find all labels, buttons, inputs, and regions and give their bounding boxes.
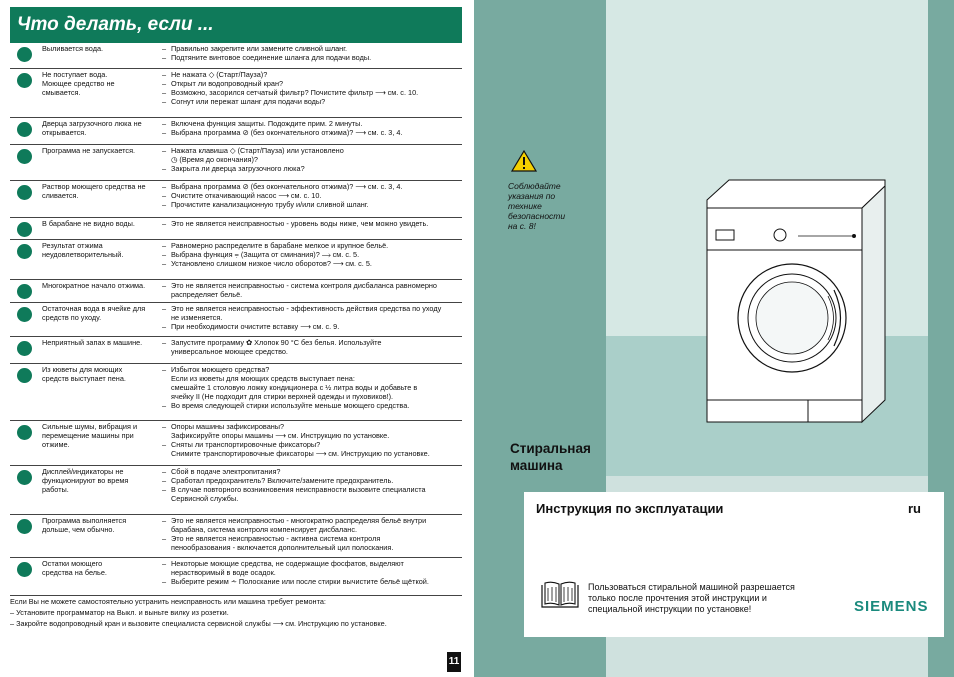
solution-line-text: Это не является неисправностью - уровень воды ниже, чем можно увидеть. [171,219,429,228]
solution-line-text: Открыт ли водопроводный кран? [171,79,284,88]
notice-line: Пользоваться стиральной машиной разрешается [588,582,795,592]
dash-marker: – [162,365,167,374]
solution-line-text: Сбой в подаче электропитания? [171,467,281,476]
solution-line [162,543,462,552]
product-title-line: Стиральная [510,441,591,456]
solution-line-text: При необходимости очистите вставку ⟶ см. с. 9. [171,322,340,331]
problem-text [42,119,160,137]
solution-text [162,559,462,586]
usage-notice [588,582,828,615]
solution-line [162,44,462,53]
solution-line [162,70,462,79]
solution-line-text: Прочистите канализационную трубу и/или сливной шланг. [171,200,369,209]
solution-line [162,365,462,374]
solution-line [162,119,462,128]
warning-line: Соблюдайте [508,181,561,191]
dash-marker: – [162,88,167,97]
warning-text [508,181,578,231]
dash-marker: – [162,97,167,106]
bullet-dot-icon [17,185,32,200]
solution-line [162,219,462,228]
section-header [10,7,462,43]
book-icon [540,581,580,609]
dash-marker: – [162,53,167,62]
washing-machine-illustration [702,178,887,438]
problem-text [42,241,160,259]
solution-text [162,422,462,458]
dash-marker: – [162,164,167,173]
solution-text [162,146,462,173]
solution-line-text: Сработал предохранитель? Включите/замените предохранитель. [171,476,394,485]
solution-line [162,449,462,458]
solution-line-text: Некоторые моющие средства, не содержащие фосфатов, выделяют [171,559,404,568]
left-page [0,0,466,677]
solution-text [162,119,462,137]
table-row [10,280,462,303]
bullet-dot-icon [17,519,32,534]
dash-marker: – [162,467,167,476]
solution-line [162,383,462,392]
problem-line: открывается. [42,128,87,137]
problem-text [42,422,160,449]
page-number: 11 [447,652,461,672]
solution-line [162,431,462,440]
bullet-dot-icon [17,368,32,383]
notice-line: только после прочтения этой инструкции и [588,593,767,603]
dash-marker: – [162,476,167,485]
dash-marker: – [162,485,167,494]
solution-line-text: Выбрана функция ⩦ (Защита от сминания)? ⟶ см. с. 5. [171,250,360,259]
solution-line [162,241,462,250]
problem-line: Программа выполняется [42,516,127,525]
problem-line: Программа не запускается. [42,146,136,155]
dash-marker: – [162,338,167,347]
table-row [10,303,462,337]
warning-triangle-icon [511,150,537,172]
problem-line: В барабане не видно воды. [42,219,135,228]
solution-line [162,290,462,299]
solution-line-text: Подтяните винтовое соединение шланга для подачи воды. [171,53,372,62]
dash-marker: – [162,70,167,79]
solution-line [162,164,462,173]
solution-line [162,467,462,476]
solution-line [162,534,462,543]
solution-line [162,494,462,503]
dash-marker: – [162,191,167,200]
product-title [510,440,591,474]
solution-line-text: распределяет бельё. [171,290,243,299]
problem-line: функционируют во время [42,476,129,485]
problem-line: Остаточная вода в ячейке для [42,304,146,313]
problem-text [42,281,160,290]
solution-line-text: Зафиксируйте опоры машины ⟶ см. Инструкцию по установке. [171,431,390,440]
footer-note [10,596,462,629]
table-row [10,515,462,558]
solution-line [162,338,462,347]
solution-line-text: Выберите режим ⩪ Полоскание или после стирки вычистите бельё щёткой. [171,577,429,586]
footer-line: – Установите программатор на Выкл. и выньте вилку из розетки. [10,608,229,617]
solution-line-text: Выбрана программа ⊘ (без окончательного отжима)? ⟶ см. с. 3, 4. [171,128,403,137]
solution-line [162,485,462,494]
problem-line: Моющее средство не [42,79,115,88]
warning-line: указания по [508,191,556,201]
table-row [10,145,462,181]
problem-line: смывается. [42,88,81,97]
dash-marker: – [162,577,167,586]
solution-text [162,70,462,106]
solution-line-text: Не нажата ◇ (Старт/Пауза)? [171,70,268,79]
solution-line [162,347,462,356]
problem-line: работы. [42,485,69,494]
dash-marker: – [162,440,167,449]
brand-logo: SIEMENS [854,598,929,615]
solution-line [162,128,462,137]
bullet-dot-icon [17,470,32,485]
notice-line: специальной инструкции по установке! [588,604,752,614]
dash-marker: – [162,516,167,525]
solution-line-text: Это не является неисправностью - многократно распределяя бельё внутри [171,516,427,525]
solution-line [162,259,462,268]
solution-line-text: пенообразования - включается дополнительный цил полоскания. [171,543,394,552]
solution-line [162,422,462,431]
dash-marker: – [162,259,167,268]
dash-marker: – [162,79,167,88]
problem-line: Выливается вода. [42,44,104,53]
solution-line-text: Это не является неисправностью - активна система контроля [171,534,381,543]
table-row [10,69,462,118]
product-title-line: машина [510,458,563,473]
bullet-dot-icon [17,425,32,440]
solution-line [162,182,462,191]
problem-text [42,516,160,534]
warning-line: на с. 8! [508,221,536,231]
solution-line [162,568,462,577]
dash-marker: – [162,219,167,228]
solution-text [162,241,462,268]
solution-line-text: Равномерно распределите в барабане мелкое и крупное бельё. [171,241,389,250]
solution-line-text: не изменяется. [171,313,223,322]
table-row [10,240,462,280]
solution-line [162,304,462,313]
problem-line: Остатки моющего [42,559,103,568]
right-page [474,0,954,677]
dash-marker: – [162,44,167,53]
table-row [10,337,462,364]
solution-line-text: нерастворимый в воде осадок. [171,568,276,577]
problem-line: Дисплей/индикаторы не [42,467,124,476]
solution-text [162,219,462,228]
solution-line [162,200,462,209]
solution-line [162,313,462,322]
bullet-dot-icon [17,562,32,577]
solution-line [162,440,462,449]
solution-line-text: Запустите программу ✿ Хлопок 90 °C без белья. Используйте [171,338,382,347]
dash-marker: – [162,281,167,290]
problem-text [42,304,160,322]
dash-marker: – [162,182,167,191]
problem-line: перемещение машины при [42,431,134,440]
section-title: Что делать, если ... [17,14,214,35]
solution-text [162,338,462,356]
manual-title: Инструкция по эксплуатации [536,501,724,516]
problem-line: средств выступает пена. [42,374,126,383]
dash-marker: – [162,322,167,331]
solution-line-text: Избыток моющего средства? [171,365,270,374]
problem-line: Сильные шумы, вибрация и [42,422,138,431]
solution-line-text: Сняты ли транспортировочные фиксаторы? [171,440,321,449]
warning-line: безопасности [508,211,566,221]
bullet-dot-icon [17,307,32,322]
dash-marker: – [162,128,167,137]
problem-text [42,338,160,347]
manual-box [524,492,944,637]
problem-line: средства на белье. [42,568,107,577]
problem-line: отжиме. [42,440,70,449]
problem-text [42,44,160,53]
solution-text [162,304,462,331]
solution-line [162,322,462,331]
dash-marker: – [162,401,167,410]
table-row [10,118,462,145]
problem-line: Неприятный запах в машине. [42,338,143,347]
bullet-dot-icon [17,284,32,299]
solution-line [162,516,462,525]
solution-text [162,516,462,552]
solution-line-text: Очистите откачивающий насос ⟶ см. с. 10. [171,191,322,200]
solution-line [162,97,462,106]
bullet-dot-icon [17,244,32,259]
solution-text [162,182,462,209]
solution-line-text: Это не является неисправностью - эффективность действия средства по уходу [171,304,442,313]
solution-line [162,577,462,586]
dash-marker: – [162,146,167,155]
footer-line: – Закройте водопроводный кран и вызовите специалиста сервисной службы ⟶ см. Инструкцию по установке. [10,619,387,628]
solution-line [162,146,462,155]
solution-line [162,88,462,97]
problem-line: Не поступает вода. [42,70,108,79]
problem-line: средств по уходу. [42,313,102,322]
solution-line [162,392,462,401]
solution-text [162,281,462,299]
problem-line: Многократное начало отжима. [42,281,146,290]
solution-line-text: Правильно закрепите или замените сливной шланг. [171,44,347,53]
solution-line [162,281,462,290]
solution-line-text: Нажата клавиша ◇ (Старт/Пауза) или установлено [171,146,344,155]
warning-line: технике [508,201,542,211]
bullet-dot-icon [17,149,32,164]
table-row [10,466,462,515]
solution-line [162,525,462,534]
bullet-dot-icon [17,222,32,237]
solution-line [162,53,462,62]
footer-line: Если Вы не можете самостоятельно устранить неисправность или машина требует ремонта: [10,597,326,606]
table-row [10,218,462,240]
solution-line [162,191,462,200]
language-code: ru [908,501,921,516]
problem-line: неудовлетворительный. [42,250,124,259]
solution-line-text: смешайте 1 столовую ложку кондиционера с ½ литра воды и добавьте в [171,383,418,392]
table-row [10,181,462,218]
table-row [10,364,462,421]
problem-text [42,467,160,494]
solution-line [162,401,462,410]
problem-line: Результат отжима [42,241,103,250]
solution-line-text: Опоры машины зафиксированы? [171,422,285,431]
solution-line [162,250,462,259]
dash-marker: – [162,422,167,431]
solution-line-text: Выбрана программа ⊘ (без окончательного отжима)? ⟶ см. с. 3, 4. [171,182,403,191]
dash-marker: – [162,250,167,259]
dash-marker: – [162,559,167,568]
solution-text [162,44,462,62]
solution-line-text: Возможно, засорился сетчатый фильтр? Почистите фильтр ⟶ см. с. 10. [171,88,419,97]
solution-line-text: барабана, система контроля компенсирует дисбаланс. [171,525,358,534]
problem-text [42,219,160,228]
table-row [10,421,462,466]
table-row [10,43,462,69]
bullet-dot-icon [17,122,32,137]
problem-text [42,182,160,200]
bullet-dot-icon [17,73,32,88]
solution-line-text: Если из кюветы для моющих средств выступает пена: [171,374,355,383]
dash-marker: – [162,534,167,543]
safety-warning [508,150,578,231]
solution-line-text: Установлено слишком низкое число оборотов? ⟶ см. с. 5. [171,259,372,268]
bullet-dot-icon [17,47,32,62]
problem-line: сливается. [42,191,79,200]
solution-line-text: Закрыта ли дверца загрузочного люка? [171,164,305,173]
solution-line [162,79,462,88]
solution-line-text: Включена функция защиты. Подождите прим. 2 минуты. [171,119,363,128]
dash-marker: – [162,304,167,313]
solution-line [162,374,462,383]
problem-text [42,146,160,155]
solution-line-text: ячейку II (Не подходит для стирки верхней одежды и пуховиков!). [171,392,394,401]
dash-marker: – [162,119,167,128]
solution-line-text: Согнут или пережат шланг для подачи воды? [171,97,326,106]
solution-line-text: ◷ (Время до окончания)? [171,155,258,164]
solution-text [162,467,462,503]
solution-text [162,365,462,410]
solution-line-text: Сервисной службы. [171,494,239,503]
problem-line: дольше, чем обычно. [42,525,115,534]
table-row [10,558,462,596]
problem-text [42,559,160,577]
problem-line: Дверца загрузочного люка не [42,119,142,128]
solution-line-text: универсальное моющее средство. [171,347,288,356]
solution-line-text: В случае повторного возникновения неисправности вызовите специалиста [171,485,426,494]
solution-line-text: Снимите транспортировочные фиксаторы ⟶ см. Инструкцию по установке. [171,449,430,458]
bullet-dot-icon [17,341,32,356]
problem-text [42,70,160,97]
solution-line [162,476,462,485]
solution-line [162,559,462,568]
solution-line [162,155,462,164]
solution-line-text: Во время следующей стирки используйте меньше моющего средства. [171,401,410,410]
problem-text [42,365,160,383]
dash-marker: – [162,241,167,250]
dash-marker: – [162,200,167,209]
solution-line-text: Это не является неисправностью - система контроля дисбаланса равномерно [171,281,437,290]
problem-line: Раствор моющего средства не [42,182,146,191]
problem-line: Из кюветы для моющих [42,365,123,374]
